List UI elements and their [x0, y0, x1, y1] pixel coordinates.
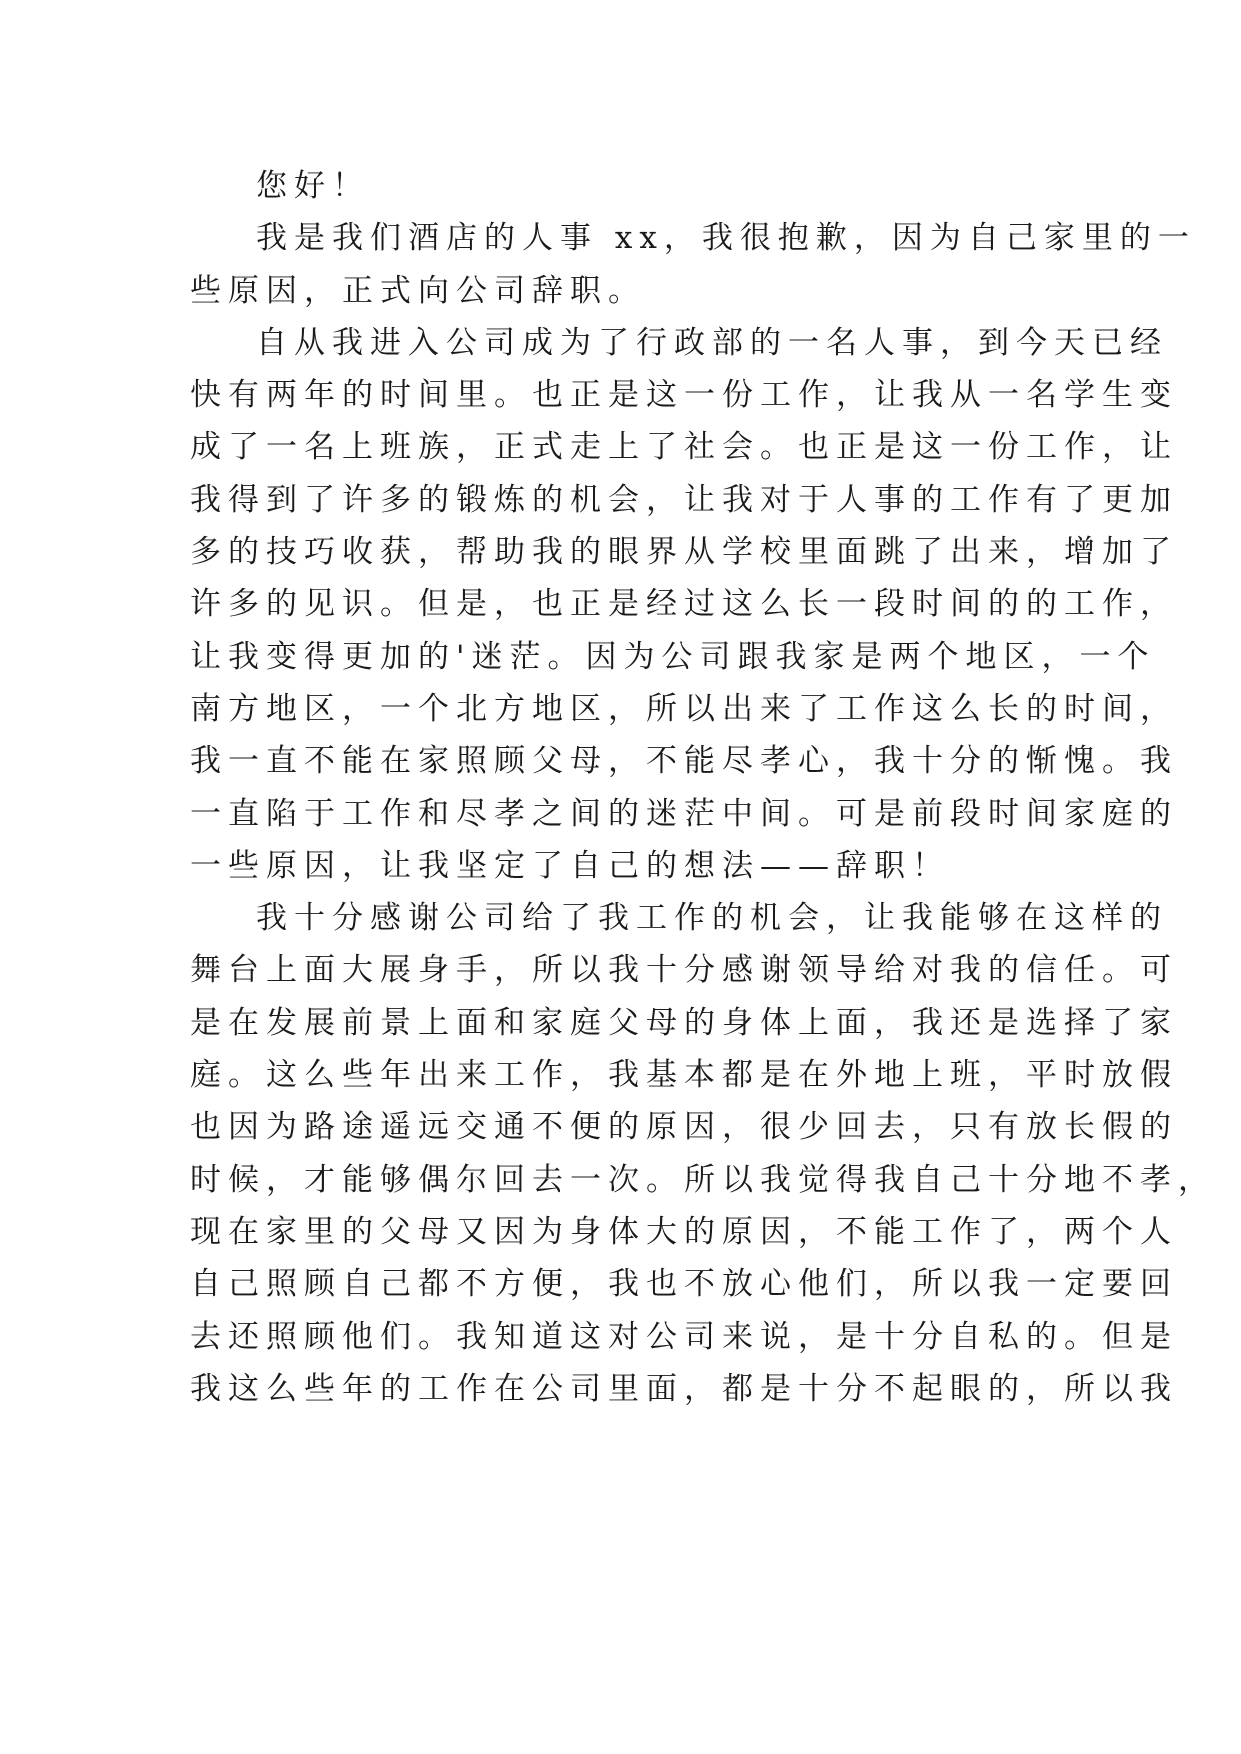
- text-line: 也因为路途遥远交通不便的原因，很少回去，只有放长假的: [190, 1109, 1178, 1146]
- text-line: 成了一名上班族，正式走上了社会。也正是这一份工作，让: [190, 429, 1178, 466]
- text-line: 舞台上面大展身手，所以我十分感谢领导给对我的信任。可: [190, 952, 1178, 989]
- text-line: 多的技巧收获，帮助我的眼界从学校里面跳了出来，增加了: [190, 534, 1178, 571]
- text-line: 一直陷于工作和尽孝之间的迷茫中间。可是前段时间家庭的: [190, 795, 1178, 832]
- text-line: 我一直不能在家照顾父母，不能尽孝心，我十分的惭愧。我: [190, 743, 1178, 780]
- text-line: 许多的见识。但是，也正是经过这么长一段时间的的工作，: [190, 586, 1178, 623]
- text-line: 一些原因，让我坚定了自己的想法——辞职！: [190, 847, 950, 884]
- text-line: 庭。这么些年出来工作，我基本都是在外地上班，平时放假: [190, 1057, 1178, 1094]
- text-line: 现在家里的父母又因为身体大的原因，不能工作了，两个人: [190, 1213, 1178, 1250]
- text-line: 去还照顾他们。我知道这对公司来说，是十分自私的。但是: [190, 1318, 1178, 1355]
- text-line: 让我变得更加的'迷茫。因为公司跟我家是两个地区，一个: [190, 638, 1156, 675]
- paragraph: [190, 212, 1196, 317]
- text-line: 是在发展前景上面和家庭父母的身体上面，我还是选择了家: [190, 1004, 1178, 1041]
- text-line: 我得到了许多的锻炼的机会，让我对于人事的工作有了更加: [190, 481, 1178, 518]
- paragraph: [190, 892, 1216, 1415]
- text-line: 快有两年的时间里。也正是这一份工作，让我从一名学生变: [190, 377, 1178, 414]
- text-line: 我这么些年的工作在公司里面，都是十分不起眼的，所以我: [190, 1370, 1178, 1407]
- text-line: 些原因，正式向公司辞职。: [190, 272, 646, 309]
- letter-body: [190, 160, 1216, 1415]
- text-line: 时候，才能够偶尔回去一次。所以我觉得我自己十分地不孝，: [190, 1161, 1216, 1198]
- text-line: 您好！: [256, 168, 370, 204]
- paragraph: [190, 317, 1178, 892]
- greeting-paragraph: [190, 160, 1070, 212]
- text-line: 南方地区，一个北方地区，所以出来了工作这么长的时间，: [190, 690, 1178, 727]
- text-line: 自从我进入公司成为了行政部的一名人事，到今天已经: [256, 324, 1168, 361]
- text-line: 我十分感谢公司给了我工作的机会，让我能够在这样的: [256, 900, 1168, 937]
- text-line: 自己照顾自己都不方便，我也不放心他们，所以我一定要回: [190, 1266, 1178, 1303]
- text-line: 我是我们酒店的人事 xx，我很抱歉，因为自己家里的一: [256, 220, 1196, 257]
